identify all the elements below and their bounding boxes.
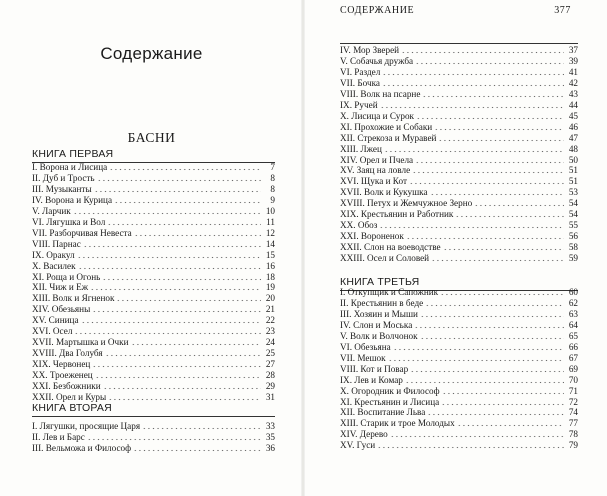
toc-entry-page: 48	[568, 143, 578, 154]
toc-entry-page: 15	[265, 249, 275, 260]
toc-entry-page: 67	[568, 352, 578, 363]
toc-entry	[32, 441, 275, 453]
page-number: 377	[554, 5, 571, 16]
toc-entry	[32, 419, 275, 431]
toc-entry-page: 70	[568, 374, 578, 385]
toc-entry-title: III. Музыканты	[32, 183, 92, 194]
toc-entry-title: X. Василек	[32, 260, 76, 271]
dot-leader	[415, 57, 564, 65]
toc-entry-page: 50	[568, 154, 578, 165]
toc-entry-page: 18	[265, 271, 275, 282]
dot-leader	[114, 196, 261, 204]
toc-entry-page: 77	[568, 418, 578, 429]
toc-entry-page: 78	[568, 429, 578, 440]
toc-entry-page: 60	[568, 287, 578, 297]
toc-entry-title: VII. Мешок	[340, 352, 386, 363]
toc-entry-title: XI. Крестьянин и Лисица	[340, 396, 440, 407]
toc-entry-page: 47	[568, 132, 578, 143]
book-title: КНИГА ТРЕТЬЯ	[340, 276, 420, 288]
toc-entry-title: XIX. Червонец	[32, 359, 91, 370]
dot-leader	[431, 254, 564, 262]
toc-entry-title: XX. Обоз	[340, 220, 378, 231]
dot-leader	[416, 112, 564, 120]
toc-entry-page: 20	[265, 293, 275, 304]
dot-leader	[414, 321, 564, 329]
dot-leader	[87, 433, 261, 441]
toc-entry-page: 14	[265, 238, 275, 249]
toc-entry-page: 7	[270, 162, 275, 172]
toc-entry-page: 22	[265, 315, 275, 326]
toc-entry-title: XI. Роща и Огонь	[32, 271, 101, 282]
toc-entry-title: XV. Заяц на ловле	[340, 165, 411, 176]
dot-leader	[97, 174, 261, 182]
dot-leader	[382, 68, 564, 76]
dot-leader	[420, 332, 564, 340]
dot-leader	[90, 283, 261, 291]
toc-entry-page: 53	[568, 187, 578, 198]
toc-entry-title: VI. Лягушка и Вол	[32, 216, 106, 227]
dot-leader	[142, 422, 261, 430]
dot-leader	[406, 232, 564, 240]
dot-leader	[78, 262, 261, 270]
toc-entry-title: XIV. Дерево	[340, 429, 388, 440]
toc-entry-page: 58	[568, 242, 578, 253]
toc-entry-page: 8	[270, 183, 275, 194]
toc-entry-page: 54	[568, 198, 578, 209]
dot-leader	[440, 288, 564, 296]
toc-entry-page: 10	[265, 205, 275, 216]
toc-entry-title: IV. Мор Зверей	[340, 45, 400, 55]
dot-leader	[83, 240, 261, 248]
dot-leader	[109, 163, 261, 171]
toc-entry-title: I. Ворона и Лисица	[32, 162, 108, 172]
toc-entry-page: 46	[568, 121, 578, 132]
toc-entry-page: 63	[568, 308, 578, 319]
toc-entry-title: II. Крестьянин в беде	[340, 297, 424, 308]
dot-leader	[92, 305, 261, 313]
toc-entry-title: III. Вельможа и Философ	[32, 443, 132, 454]
dot-leader	[108, 393, 261, 401]
toc-entry-title: VI. Обезьяна	[340, 341, 391, 352]
dot-leader	[74, 327, 261, 335]
toc-entry-title: XXII. Орел и Куры	[32, 391, 107, 402]
dot-leader	[474, 199, 564, 207]
toc-entry-title: XVI. Осел	[32, 326, 73, 337]
toc-entry-title: XIII. Волк и Ягненок	[32, 293, 115, 304]
dot-leader	[401, 46, 564, 54]
toc-entry-page: 11	[266, 216, 275, 227]
toc-entry-page: 39	[568, 55, 578, 66]
dot-leader	[388, 354, 564, 362]
toc-entry-title: VIII. Кот и Повар	[340, 363, 409, 374]
dot-leader	[457, 419, 564, 427]
toc-entry-page: 9	[270, 194, 275, 205]
dot-leader	[377, 441, 564, 449]
toc-entry-title: X. Огородник и Философ	[340, 385, 440, 396]
toc-entry-title: VI. Раздел	[340, 66, 381, 77]
dot-leader	[380, 101, 564, 109]
toc-entry-page: 16	[265, 260, 275, 271]
toc-entry-title: VII. Бочка	[340, 77, 381, 88]
book-title-rule	[32, 416, 275, 417]
toc-entry-page: 56	[568, 231, 578, 242]
dot-leader	[393, 343, 564, 351]
toc-entry-title: VII. Разборчивая Невеста	[32, 227, 132, 238]
toc-entry-title: III. Хозяин и Мыши	[340, 308, 418, 319]
toc-entry-title: II. Дуб и Трость	[32, 172, 95, 183]
dot-leader	[116, 294, 261, 302]
toc-entry-page: 23	[265, 326, 275, 337]
dot-leader	[95, 371, 261, 379]
toc-entry-title: IX. Ручей	[340, 99, 378, 110]
dot-leader	[105, 349, 261, 357]
dot-leader	[441, 398, 564, 406]
dot-leader	[420, 310, 564, 318]
toc-entry-title: I. Лягушки, просящие Царя	[32, 421, 141, 431]
toc-entry-title: XIV. Обезьяны	[32, 304, 91, 315]
book-title: КНИГА ВТОРАЯ	[32, 402, 112, 414]
book-title: КНИГА ПЕРВАЯ	[32, 148, 114, 160]
toc-entry-title: V. Волк и Волчонок	[340, 330, 418, 341]
toc-entry-page: 19	[265, 282, 275, 293]
toc-entry-title: IV. Ворона и Курица	[32, 194, 113, 205]
toc-entry-page: 79	[568, 440, 578, 451]
toc-entry-page: 37	[568, 45, 578, 55]
toc-entry-page: 71	[568, 385, 578, 396]
toc-entry-page: 65	[568, 330, 578, 341]
toc-entry-page: 44	[568, 99, 578, 110]
toc-entry-page: 8	[270, 172, 275, 183]
toc-entry-title: IV. Слон и Моська	[340, 319, 413, 330]
toc-entry-page: 45	[568, 110, 578, 121]
toc-entry	[340, 438, 578, 450]
toc-entry-page: 33	[265, 421, 275, 431]
toc-entry-title: VIII. Волк на псарне	[340, 88, 421, 99]
dot-leader	[131, 338, 261, 346]
toc-entry-title: V. Собачья дружба	[340, 55, 414, 66]
dot-leader	[102, 273, 261, 281]
toc-entry-page: 64	[568, 319, 578, 330]
dot-leader	[133, 444, 261, 452]
dot-leader	[422, 90, 564, 98]
toc-entry-page: 25	[265, 348, 275, 359]
toc-entry-page: 43	[568, 88, 578, 99]
toc-entry-page: 41	[568, 66, 578, 77]
toc-entry-title: XV. Синица	[32, 315, 79, 326]
dot-leader	[390, 430, 564, 438]
section-title: БАСНИ	[127, 130, 176, 145]
right-page	[304, 0, 607, 496]
toc-entry-title: V. Ларчик	[32, 205, 71, 216]
toc-entry-title: XVIII. Два Голубя	[32, 348, 103, 359]
toc-entry-page: 54	[568, 209, 578, 220]
toc-entry-page: 36	[265, 443, 275, 454]
toc-entry-title: XVII. Мартышка и Очки	[32, 337, 129, 348]
toc-entry-title: XXII. Слон на воеводстве	[340, 242, 441, 253]
toc-entry-title: XVI. Щука и Кот	[340, 176, 407, 187]
dot-leader	[425, 299, 564, 307]
dot-leader	[103, 382, 261, 390]
toc-entry-title: XII. Стрекоза и Муравей	[340, 132, 437, 143]
toc-entry-page: 35	[265, 432, 275, 443]
dot-leader	[410, 365, 564, 373]
dot-leader	[427, 408, 564, 416]
toc-entry-title: II. Лев и Барс	[32, 432, 85, 443]
toc-entry-title: XIII. Старик и трое Молодых	[340, 418, 455, 429]
toc-entry-title: XXIII. Осел и Соловей	[340, 253, 430, 264]
toc-entry-title: VIII. Парнас	[32, 238, 81, 249]
toc-entry-title: I. Откупщик и Сапожник	[340, 287, 439, 297]
toc-entry-page: 12	[265, 227, 275, 238]
toc-entry	[32, 390, 275, 402]
toc-entry-title: IX. Лев и Комар	[340, 374, 403, 385]
toc-entry-title: XV. Гуси	[340, 440, 376, 451]
toc-entry-title: XVII. Волк и Кукушка	[340, 187, 428, 198]
toc-entry-title: XX. Троеженец	[32, 370, 93, 381]
toc-entry-title: X. Лисица и Сурок	[340, 110, 415, 121]
dot-leader	[379, 221, 564, 229]
dot-leader	[415, 156, 564, 164]
toc-entry-page: 24	[265, 337, 275, 348]
toc-entry-page: 27	[265, 359, 275, 370]
dot-leader	[443, 243, 564, 251]
toc-entry-page: 29	[265, 381, 275, 391]
dot-leader	[107, 218, 261, 226]
toc-entry-title: XI. Прохожие и Собаки	[340, 121, 433, 132]
toc-entry-page: 55	[568, 220, 578, 231]
toc-entry-page: 42	[568, 77, 578, 88]
dot-leader	[94, 185, 261, 193]
dot-leader	[442, 387, 564, 395]
toc-entry-page: 31	[265, 391, 275, 402]
dot-leader	[81, 316, 261, 324]
toc-entry-page: 66	[568, 341, 578, 352]
dot-leader	[384, 145, 564, 153]
toc-entry-title: XIX. Крестьянин и Работник	[340, 209, 454, 220]
toc-entry-title: XII. Чиж и Еж	[32, 282, 89, 293]
dot-leader	[412, 166, 564, 174]
toc-entry-page: 28	[265, 370, 275, 381]
dot-leader	[430, 188, 564, 196]
dot-leader	[405, 376, 564, 384]
dot-leader	[438, 134, 564, 142]
toc-entry-title: XIII. Лжец	[340, 143, 382, 154]
dot-leader	[434, 123, 564, 131]
toc-entry-page: 74	[568, 407, 578, 418]
toc-entry-page: 21	[265, 304, 275, 315]
dot-leader	[77, 251, 261, 259]
toc-entry-title: IX. Оракул	[32, 249, 75, 260]
page-title: Содержание	[100, 44, 203, 63]
toc-entry	[32, 430, 275, 442]
toc-entry-page: 59	[568, 253, 578, 264]
dot-leader	[134, 229, 261, 237]
toc-entry-page: 62	[568, 297, 578, 308]
dot-leader	[92, 360, 261, 368]
dot-leader	[409, 177, 564, 185]
toc-entry-title: XII. Воспитание Льва	[340, 407, 426, 418]
toc-entry-title: XVIII. Петух и Жемчужное Зерно	[340, 198, 473, 209]
toc-entry-page: 69	[568, 363, 578, 374]
toc-entry-page: 51	[568, 176, 578, 187]
toc-entry-title: XXI. Безбожники	[32, 381, 101, 391]
running-header: СОДЕРЖАНИЕ	[340, 5, 415, 16]
toc-entry	[340, 251, 578, 263]
toc-entry-page: 72	[568, 396, 578, 407]
toc-entry-title: XIV. Орел и Пчела	[340, 154, 414, 165]
left-page	[0, 0, 303, 496]
dot-leader	[455, 210, 564, 218]
toc-entry-page: 51	[568, 165, 578, 176]
dot-leader	[73, 207, 261, 215]
toc-entry-title: XXI. Вороненок	[340, 231, 404, 242]
dot-leader	[382, 79, 564, 87]
